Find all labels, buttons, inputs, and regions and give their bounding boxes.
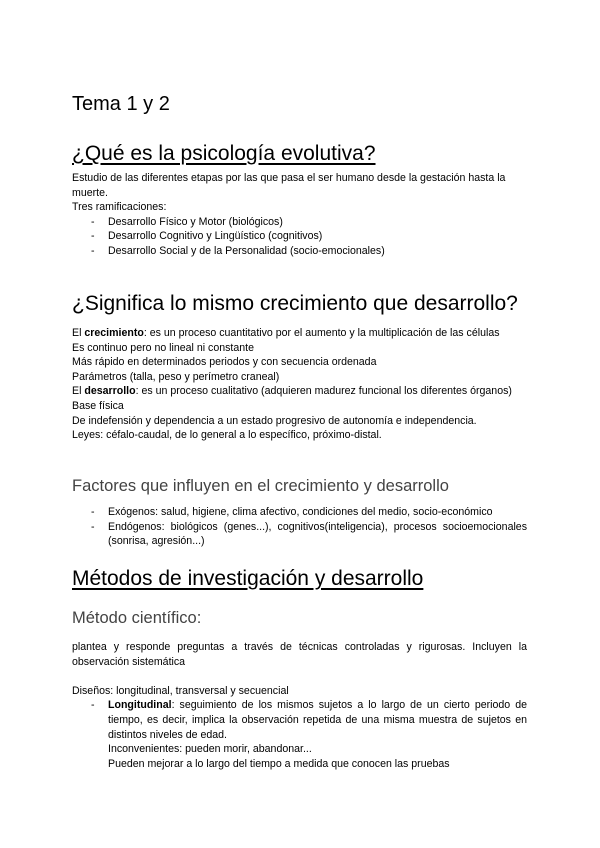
longitudinal-text: - Longitudinal: seguimiento de los mismos sujetos a lo largo de un cierto periodo de tiempo, es decir, implica la observación repetida de una misma muestra de sujetos en distintos niveles de edad. <box>108 699 527 741</box>
paragraph-line: Base física <box>72 399 124 412</box>
term-crecimiento: crecimiento <box>84 327 144 339</box>
list-item: - Desarrollo Físico y Motor (biológicos) <box>72 215 527 230</box>
list-item: - Desarrollo Cognitivo y Lingüístico (cognitivos) <box>72 229 527 244</box>
term-longitudinal: Longitudinal <box>108 699 172 712</box>
list-item: - Desarrollo Social y de la Personalidad (socio-emocionales) <box>72 244 527 259</box>
mejorar-line: Pueden mejorar a lo largo del tiempo a medida que conocen las pruebas <box>108 757 450 770</box>
section-crecimiento-desarrollo <box>72 326 527 443</box>
disenos-line: Diseños: longitudinal, transversal y secuencial <box>72 684 289 697</box>
list-item <box>72 698 527 771</box>
paragraph-line: Estudio de las diferentes etapas por las que pasa el ser humano desde la gestación hasta la <box>72 172 506 184</box>
section-factores <box>72 505 527 549</box>
paragraph-metodo-cientifico: plantea y responde preguntas a través de técnicas controladas y rigurosas. Incluyen la observación sistemática <box>72 641 527 668</box>
ramificaciones-label: Tres ramificaciones: <box>72 201 167 214</box>
heading-factores: Factores que influyen en el crecimiento y desarrollo <box>72 477 449 495</box>
section-psicologia-evolutiva <box>72 171 527 259</box>
list-item: - Exógenos: salud, higiene, clima afectivo, condiciones del medio, socio-económico <box>72 505 527 520</box>
paragraph-line: muerte. <box>72 186 108 199</box>
paragraph-line: Parámetros (talla, peso y perímetro craneal) <box>72 370 280 383</box>
heading-psicologia-evolutiva: ¿Qué es la psicología evolutiva? <box>72 142 376 165</box>
document-title: Tema 1 y 2 <box>72 93 170 115</box>
paragraph-line: Leyes: céfalo-caudal, de lo general a lo específico, próximo-distal. <box>72 429 382 442</box>
heading-metodos: Métodos de investigación y desarrollo <box>72 567 424 590</box>
heading-metodo-cientifico: Método científico: <box>72 609 202 627</box>
paragraph-line: De indefensión y dependencia a un estado progresivo de autonomía e independencia. <box>72 414 477 427</box>
heading-crecimiento-desarrollo: ¿Significa lo mismo crecimiento que desarrollo? <box>72 292 518 315</box>
list-item: - Endógenos: biológicos (genes...), cognitivos(inteligencia), procesos socioemocionales (sonrisa, agresión...) <box>72 520 527 549</box>
ramificaciones-list <box>72 215 527 259</box>
section-metodos <box>72 640 527 771</box>
disenos-list <box>72 698 527 771</box>
term-desarrollo: desarrollo <box>84 385 136 398</box>
factores-list <box>72 505 527 549</box>
paragraph-line: Es continuo pero no lineal ni constante <box>72 341 254 354</box>
paragraph-desarrollo: El desarrollo: es un proceso cualitativo (adquieren madurez funcional los diferentes órganos) <box>72 385 512 398</box>
paragraph-line: El crecimiento: es un proceso cuantitativo por el aumento y la multiplicación de las células <box>72 327 500 339</box>
paragraph-line: Más rápido en determinados periodos y con secuencia ordenada <box>72 356 377 369</box>
inconvenientes-line: Inconvenientes: pueden morir, abandonar... <box>108 743 312 756</box>
